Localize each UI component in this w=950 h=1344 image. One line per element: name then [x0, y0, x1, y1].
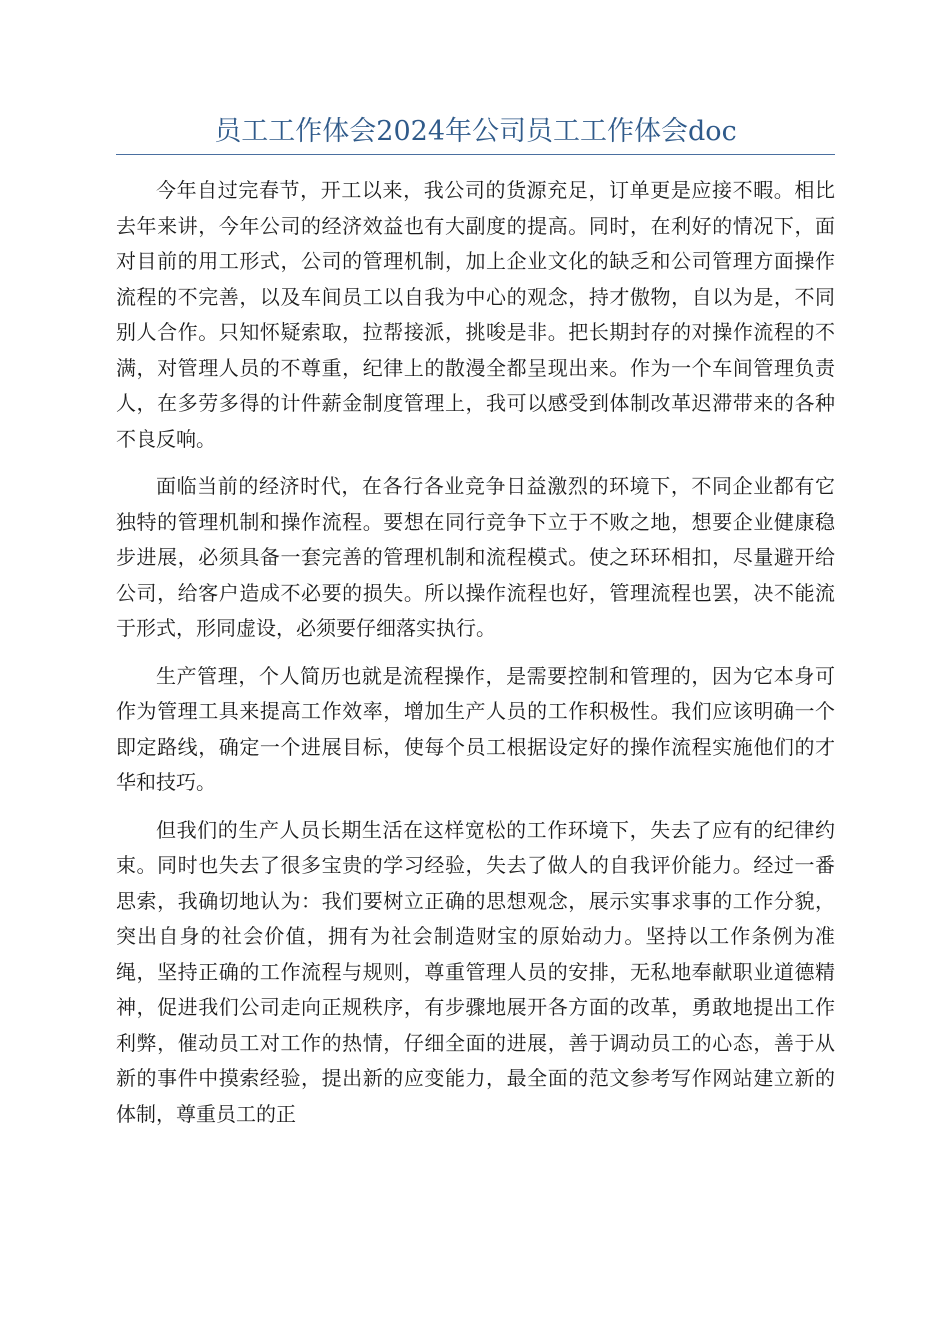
paragraph: 面临当前的经济时代，在各行各业竞争日益激烈的环境下，不同企业都有它独特的管理机制和操作流程。要想在同行竞争下立于不败之地，想要企业健康稳步进展，必须具备一套完善的管理机制和流程模式。使之环环相扣，尽量避开给公司，给客户造成不必要的损失。所以操作流程也好，管理流程也罢，决不能流于形式，形同虚设，必须要仔细落实执行。 — [116, 474, 835, 640]
document-title: 员工工作体会2024年公司员工工作体会doc — [214, 116, 737, 147]
document-body — [116, 173, 835, 1144]
title-underline — [116, 154, 835, 155]
paragraph: 今年自过完春节，开工以来，我公司的货源充足，订单更是应接不暇。相比去年来讲，今年公司的经济效益也有大副度的提高。同时，在利好的情况下，面对目前的用工形式，公司的管理机制，加上企业文化的缺乏和公司管理方面操作流程的不完善，以及车间员工以自我为中心的观念，持才傲物，自以为是，不同别人合作。只知怀疑索取，拉帮接派，挑唆是非。把长期封存的对操作流程的不满，对管理人员的不尊重，纪律上的散漫全都呈现出来。作为一个车间管理负责人，在多劳多得的计件薪金制度管理上，我可以感受到体制改革迟滞带来的各种不良反响。 — [116, 178, 835, 451]
paragraph: 生产管理，个人简历也就是流程操作，是需要控制和管理的，因为它本身可作为管理工具来提高工作效率，增加生产人员的工作积极性。我们应该明确一个即定路线，确定一个进展目标，使每个员工根据设定好的操作流程实施他们的才华和技巧。 — [116, 663, 835, 794]
paragraph: 但我们的生产人员长期生活在这样宽松的工作环境下，失去了应有的纪律约束。同时也失去了很多宝贵的学习经验，失去了做人的自我评价能力。经过一番思索，我确切地认为：我们要树立正确的思想观念，展示实事求事的工作分貌，突出自身的社会价值，拥有为社会制造财宝的原始动力。坚持以工作条例为准绳，坚持正确的工作流程与规则，尊重管理人员的安排，无私地奉献职业道德精神，促进我们公司走向正规秩序，有步骤地展开各方面的改革，勇敢地提出工作利弊，催动员工对工作的热情，仔细全面的进展，善于调动员工的心态，善于从新的事件中摸索经验，提出新的应变能力，最全面的范文参考写作网站建立新的体制，尊重员工的正 — [116, 817, 835, 1126]
